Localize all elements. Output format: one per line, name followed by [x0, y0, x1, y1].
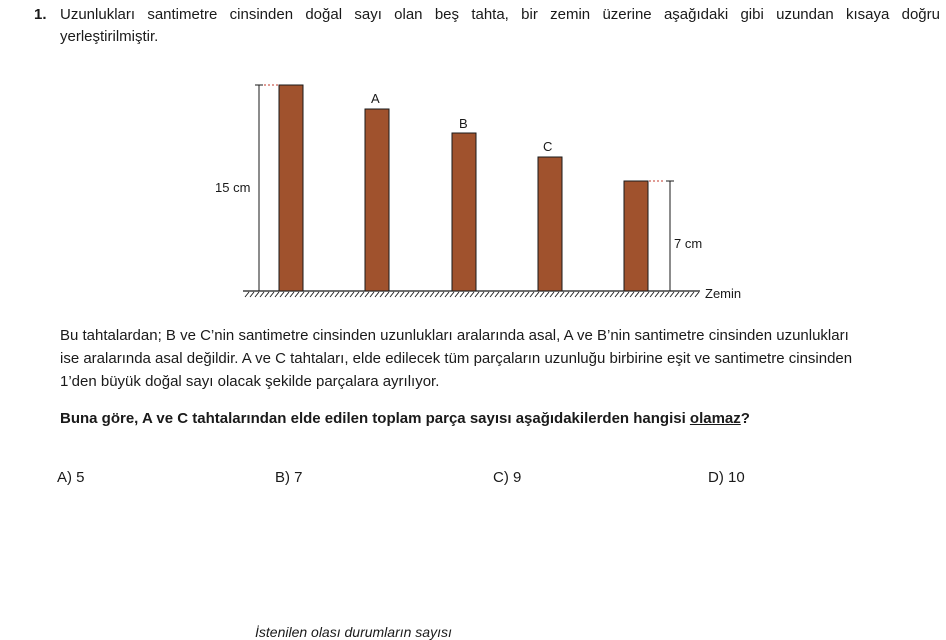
hatch-mark [585, 292, 589, 297]
hatch-mark [260, 292, 264, 297]
option-c[interactable]: C) 9 [493, 469, 522, 486]
hatch-mark [500, 292, 504, 297]
hatch-mark [595, 292, 599, 297]
board-5 [624, 181, 648, 291]
hatch-mark [590, 292, 594, 297]
hatch-mark [465, 292, 469, 297]
hatch-mark [310, 292, 314, 297]
board-1 [279, 85, 303, 291]
hatch-mark [255, 292, 259, 297]
hatch-mark [515, 292, 519, 297]
hatch-mark [600, 292, 604, 297]
tallest-length-label: 15 cm [215, 180, 251, 195]
board-b [452, 133, 476, 291]
hatch-mark [655, 292, 659, 297]
hatch-mark [660, 292, 664, 297]
hatch-mark [530, 292, 534, 297]
hatch-mark [470, 292, 474, 297]
paragraph-line1: Bu tahtalardan; B ve C’nin santimetre cinsinden uzunlukları aralarında asal, A ve B’nin santimetre cinsinden uzunlukları [60, 327, 849, 344]
ground-label: Zemin [705, 286, 742, 301]
question-stem-line2: yerleştirilmiştir. [60, 28, 159, 45]
hatch-mark [550, 292, 554, 297]
hatch-mark [475, 292, 479, 297]
hatch-mark [560, 292, 564, 297]
option-d[interactable]: D) 10 [708, 469, 745, 486]
hatch-mark [285, 292, 289, 297]
hatch-mark [360, 292, 364, 297]
question-stem-line1: Uzunlukları santimetre cinsinden doğal sayı olan beş tahta, bir zemin üzerine aşağıdaki gibi uzundan kısaya doğru [60, 6, 940, 23]
hatch-mark [450, 292, 454, 297]
paragraph-line2: ise aralarında asal değildir. A ve C tahtaları, elde edilecek tüm parçaların uzunluğu birbirine eşit ve santimetre cinsinden [60, 350, 853, 367]
hatch-mark [350, 292, 354, 297]
hatch-mark [525, 292, 529, 297]
footer-text: İstenilen olası durumların sayısı [255, 624, 452, 640]
hatch-mark [610, 292, 614, 297]
hatch-mark [680, 292, 684, 297]
hatch-mark [300, 292, 304, 297]
hatch-mark [490, 292, 494, 297]
hatch-mark [390, 292, 394, 297]
hatch-mark [535, 292, 539, 297]
hatch-mark [280, 292, 284, 297]
hatch-mark [395, 292, 399, 297]
hatch-mark [325, 292, 329, 297]
board-a [365, 109, 389, 291]
hatch-mark [495, 292, 499, 297]
board-label-b: B [459, 116, 468, 131]
hatch-mark [320, 292, 324, 297]
hatch-mark [485, 292, 489, 297]
hatch-mark [695, 292, 699, 297]
hatch-mark [340, 292, 344, 297]
hatch-mark [270, 292, 274, 297]
hatch-mark [460, 292, 464, 297]
hatch-mark [410, 292, 414, 297]
hatch-mark [295, 292, 299, 297]
option-b[interactable]: B) 7 [275, 469, 303, 486]
question-prompt-end: ? [740, 410, 750, 427]
hatch-mark [335, 292, 339, 297]
hatch-mark [430, 292, 434, 297]
hatch-mark [690, 292, 694, 297]
hatch-mark [565, 292, 569, 297]
hatch-mark [445, 292, 449, 297]
question-prompt [60, 410, 750, 427]
hatch-mark [250, 292, 254, 297]
hatch-mark [405, 292, 409, 297]
hatch-mark [545, 292, 549, 297]
hatch-mark [650, 292, 654, 297]
hatch-mark [630, 292, 634, 297]
hatch-mark [305, 292, 309, 297]
hatch-mark [675, 292, 679, 297]
hatch-mark [425, 292, 429, 297]
hatch-mark [275, 292, 279, 297]
hatch-mark [375, 292, 379, 297]
ground-hatching [245, 292, 699, 297]
hatch-mark [520, 292, 524, 297]
hatch-mark [455, 292, 459, 297]
hatch-mark [400, 292, 404, 297]
hatch-mark [605, 292, 609, 297]
hatch-mark [420, 292, 424, 297]
hatch-mark [580, 292, 584, 297]
hatch-mark [620, 292, 624, 297]
hatch-mark [290, 292, 294, 297]
option-a[interactable]: A) 5 [57, 469, 85, 486]
hatch-mark [555, 292, 559, 297]
shortest-length-label: 7 cm [674, 236, 703, 251]
hatch-mark [665, 292, 669, 297]
hatch-mark [635, 292, 639, 297]
question-number: 1. [34, 6, 47, 23]
question-prompt-emphasis: olamaz [689, 410, 741, 427]
hatch-mark [385, 292, 389, 297]
hatch-mark [370, 292, 374, 297]
hatch-mark [440, 292, 444, 297]
board-c [538, 157, 562, 291]
paragraph-line3: 1’den büyük doğal sayı olacak şekilde parçalara ayrılıyor. [60, 373, 440, 390]
hatch-mark [645, 292, 649, 297]
hatch-mark [570, 292, 574, 297]
hatch-mark [540, 292, 544, 297]
hatch-mark [480, 292, 484, 297]
hatch-mark [330, 292, 334, 297]
hatch-mark [380, 292, 384, 297]
hatch-mark [670, 292, 674, 297]
question-prompt-text: Buna göre, A ve C tahtalarından elde edilen toplam parça sayısı aşağıdakilerden hangisi [60, 410, 690, 427]
hatch-mark [435, 292, 439, 297]
hatch-mark [510, 292, 514, 297]
hatch-mark [615, 292, 619, 297]
hatch-mark [345, 292, 349, 297]
hatch-mark [365, 292, 369, 297]
hatch-mark [245, 292, 249, 297]
board-label-a: A [371, 91, 380, 106]
hatch-mark [355, 292, 359, 297]
hatch-mark [640, 292, 644, 297]
hatch-mark [625, 292, 629, 297]
hatch-mark [575, 292, 579, 297]
hatch-mark [505, 292, 509, 297]
hatch-mark [315, 292, 319, 297]
board-label-c: C [543, 139, 553, 154]
hatch-mark [265, 292, 269, 297]
hatch-mark [685, 292, 689, 297]
hatch-mark [415, 292, 419, 297]
